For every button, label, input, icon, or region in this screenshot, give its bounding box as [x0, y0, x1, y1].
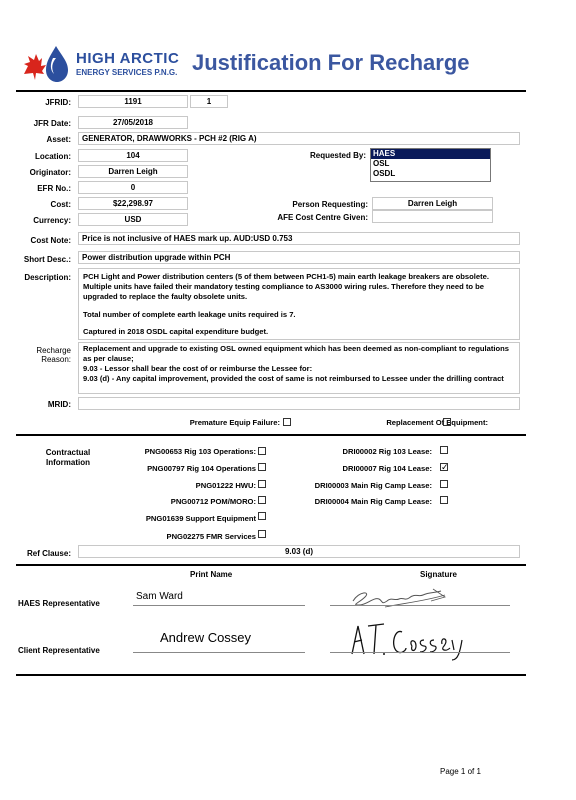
cost-field[interactable]: $22,298.97	[78, 197, 188, 210]
contract-png02275-label: PNG02275 FMR Services	[166, 532, 256, 541]
person-requesting-field[interactable]: Darren Leigh	[372, 197, 493, 210]
jfr-date-label: JFR Date:	[33, 119, 71, 128]
company-logo	[20, 44, 180, 86]
description-paragraph-2: Total number of complete earth leakage units required is 7.	[83, 310, 296, 319]
contract-png01222-label: PNG01222 HWU:	[195, 481, 256, 490]
asset-label: Asset:	[46, 135, 71, 144]
contract-png01639-checkbox[interactable]	[258, 512, 266, 520]
description-paragraph-1: PCH Light and Power distribution centers (5 of them between PCH1-5) main earth leakage breakers are obsolete. Multiple units have failed their mandatory testing compliance to AS3000 wiring rules. Therefore they need to be upgraded to replace the faulty obsolete units.	[83, 272, 489, 301]
efr-label: EFR No.:	[37, 184, 71, 193]
signature-header: Signature	[420, 570, 457, 579]
contract-png00797-label: PNG00797 Rig 104 Operations	[147, 464, 256, 473]
section-rule-1	[16, 434, 526, 436]
contract-dri00004-label: DRI00004 Main Rig Camp Lease:	[314, 497, 432, 506]
logo-line1: HIGH ARCTIC	[76, 50, 180, 67]
cost-note-field[interactable]: Price is not inclusive of HAES mark up. AUD:USD 0.753	[78, 232, 520, 245]
print-name-header: Print Name	[190, 570, 233, 579]
header-rule	[16, 90, 526, 92]
jfrid-label: JFRID:	[45, 98, 71, 107]
recharge-reason-line-3: 9.03 (d) - Any capital improvement, provided the cost of same is not reimbursed to Lessee under the drilling contract	[83, 374, 504, 383]
recharge-label-line2: Reason:	[41, 355, 71, 364]
location-label: Location:	[35, 152, 71, 161]
requested-by-option-osdl[interactable]: OSDL	[373, 169, 396, 178]
requested-by-option-osl[interactable]: OSL	[373, 159, 390, 168]
location-field[interactable]: 104	[78, 149, 188, 162]
afe-field[interactable]	[372, 210, 493, 223]
client-rep-name: Andrew Cossey	[160, 630, 252, 645]
requested-by-label: Requested By:	[309, 151, 366, 160]
mrid-field[interactable]	[78, 397, 520, 410]
person-requesting-label: Person Requesting:	[292, 200, 368, 209]
contractual-label-line1: Contractual	[45, 448, 91, 457]
mrid-label: MRID:	[47, 400, 71, 409]
section-rule-3	[16, 674, 526, 676]
haes-signature-underline	[330, 605, 510, 606]
premature-failure-label: Premature Equip Failure:	[189, 418, 280, 427]
contract-dri00002-checkbox[interactable]	[440, 446, 448, 454]
contract-dri00003-checkbox[interactable]	[440, 480, 448, 488]
contract-png00797-checkbox[interactable]	[258, 463, 266, 471]
ref-clause-field[interactable]: 9.03 (d)	[78, 545, 520, 558]
jfrid-revision-field[interactable]: 1	[190, 95, 228, 108]
replacement-equipment-checkbox[interactable]	[443, 418, 451, 426]
client-signature-underline	[330, 652, 510, 653]
ref-clause-label: Ref Clause:	[26, 549, 71, 558]
contract-dri00007-label: DRI00007 Rig 104 Lease:	[342, 464, 432, 473]
client-rep-label: Client Representative	[18, 646, 100, 655]
contract-dri00003-label: DRI00003 Main Rig Camp Lease:	[314, 481, 432, 490]
replacement-equipment-label: Replacement Of Equipment:	[386, 418, 488, 427]
short-desc-label: Short Desc.:	[23, 255, 71, 264]
contract-png00653-checkbox[interactable]	[258, 447, 266, 455]
jfr-date-field[interactable]: 27/05/2018	[78, 116, 188, 129]
section-rule-2	[16, 564, 526, 566]
asset-field[interactable]: GENERATOR, DRAWWORKS - PCH #2 (RIG A)	[78, 132, 520, 145]
originator-field[interactable]: Darren Leigh	[78, 165, 188, 178]
contractual-label-line2: Information	[46, 458, 90, 467]
contract-dri00004-checkbox[interactable]	[440, 496, 448, 504]
short-desc-field[interactable]: Power distribution upgrade within PCH	[78, 251, 520, 264]
contract-png00712-checkbox[interactable]	[258, 496, 266, 504]
contract-dri00002-label: DRI00002 Rig 103 Lease:	[342, 447, 432, 456]
checkmark-icon: ✓	[441, 462, 449, 472]
cost-note-label: Cost Note:	[30, 236, 71, 245]
efr-field[interactable]: 0	[78, 181, 188, 194]
client-name-underline	[133, 652, 305, 653]
haes-rep-name: Sam Ward	[136, 591, 183, 602]
description-paragraph-3: Captured in 2018 OSDL capital expenditure budget.	[83, 327, 269, 336]
haes-rep-label: HAES Representative	[18, 599, 100, 608]
contract-png01639-label: PNG01639 Support Equipment	[145, 514, 256, 523]
page-title: Justification For Recharge	[192, 50, 470, 75]
contract-png01222-checkbox[interactable]	[258, 480, 266, 488]
logo-mark-icon	[20, 44, 76, 84]
contract-png00712-label: PNG00712 POM/MORO:	[170, 497, 256, 506]
client-signature-image	[340, 618, 470, 662]
premature-failure-checkbox[interactable]	[283, 418, 291, 426]
recharge-label-line1: Recharge	[36, 346, 71, 355]
requested-by-listbox[interactable]	[370, 148, 491, 182]
currency-field[interactable]: USD	[78, 213, 188, 226]
description-field[interactable]	[78, 268, 520, 340]
jfrid-field[interactable]: 1191	[78, 95, 188, 108]
page-number: Page 1 of 1	[440, 767, 481, 776]
contract-png02275-checkbox[interactable]	[258, 530, 266, 538]
description-label: Description:	[24, 273, 71, 282]
recharge-reason-line-1: Replacement and upgrade to existing OSL owned equipment which has been deemed as non-compliant to regulations as per clause;	[83, 344, 510, 363]
requested-by-option-haes[interactable]: HAES	[371, 149, 490, 159]
contract-png00653-label: PNG00653 Rig 103 Operations:	[144, 447, 256, 456]
logo-line2: ENERGY SERVICES P.N.G.	[76, 68, 178, 77]
recharge-reason-field[interactable]	[78, 342, 520, 394]
contract-dri00007-checkbox[interactable]	[440, 463, 448, 471]
haes-name-underline	[133, 605, 305, 606]
recharge-reason-line-2: 9.03 - Lessor shall bear the cost of or reimburse the Lessee for:	[83, 364, 313, 373]
originator-label: Originator:	[29, 168, 71, 177]
cost-label: Cost:	[50, 200, 71, 209]
haes-signature-image	[345, 583, 455, 613]
currency-label: Currency:	[33, 216, 71, 225]
afe-label: AFE Cost Centre Given:	[277, 213, 368, 222]
